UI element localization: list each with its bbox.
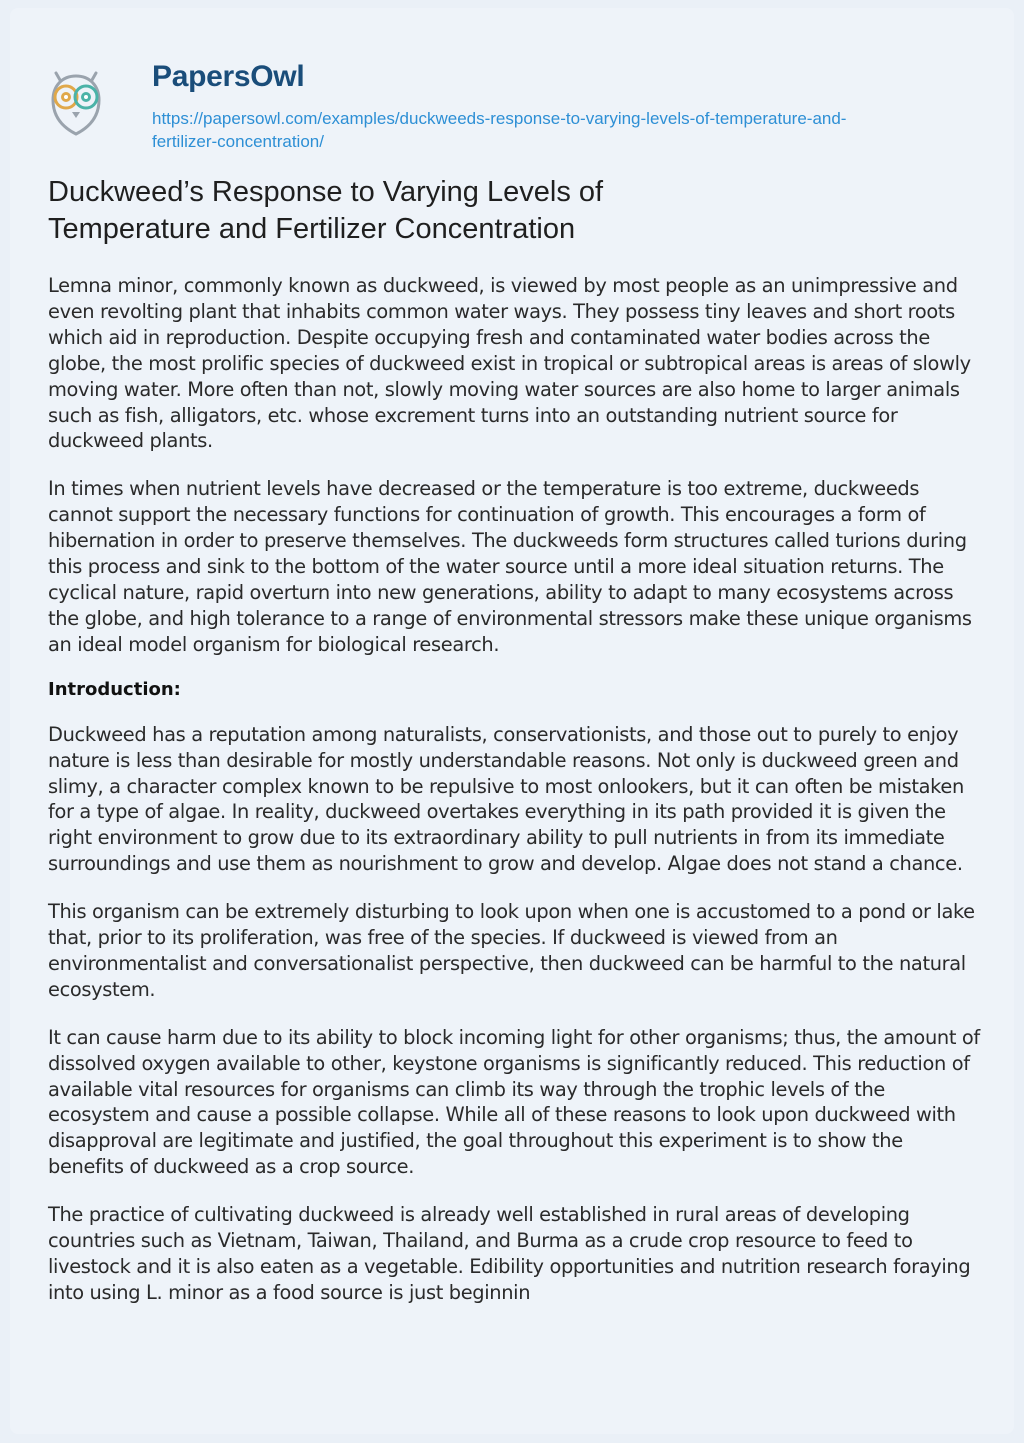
article-body xyxy=(48,273,983,1328)
paragraph: This organism can be extremely disturbing to look upon when one is accustomed to a pond or lake that, prior to its proliferation, was free of the species. If duckweed is viewed from an environmentalist and conversationalist perspective, then duckweed can be harmful to the natural ecosystem. xyxy=(48,900,975,1001)
owl-logo-icon xyxy=(50,70,102,136)
paragraph: The practice of cultivating duckweed is already well established in rural areas of developing countries such as Vietnam, Taiwan, Thailand, and Burma as a crude crop resource to feed to livestock and it is also eaten as a vegetable. Edibility opportunities and nutrition research foraying into using L. minor as a food source is just beginnin xyxy=(48,1203,971,1304)
paragraph: Duckweed has a reputation among naturalists, conservationists, and those out to purely to enjoy nature is less than desirable for mostly understandable reasons. Not only is duckweed green and slimy, a character complex known to be repulsive to most onlookers, but it can often be mistaken for a type of algae. In reality, duckweed overtakes everything in its path provided it is given the right environment to grow due to its extraordinary ability to pull nutrients in from its immediate surroundings and use them as nourishment to grow and develop. Algae does not stand a chance. xyxy=(48,722,964,876)
logo[interactable] xyxy=(50,70,102,136)
title-line-2: Temperature and Fertilizer Concentration xyxy=(48,213,576,245)
page-title xyxy=(48,174,748,248)
section-heading: Introduction: xyxy=(48,678,181,700)
source-url-link[interactable] xyxy=(152,107,952,153)
paragraph: It can cause harm due to its ability to block incoming light for other organisms; thus, the amount of dissolved oxygen available to other, keystone organisms is significantly reduced. This reduction of available vital resources for organisms can climb its way through the trophic levels of the ecosystem and cause a possible collapse. While all of these reasons to look upon duckweed with disapproval are legitimate and justified, the goal throughout this experiment is to show the benefits of duckweed as a crop source. xyxy=(48,1025,980,1179)
url-line-2: fertilizer-concentration/ xyxy=(152,132,324,151)
url-line-1: https://papersowl.com/examples/duckweeds-response-to-varying-levels-of-temperature-and- xyxy=(152,109,847,128)
title-line-1: Duckweed’s Response to Varying Levels of xyxy=(48,176,604,208)
paragraph: In times when nutrient levels have decreased or the temperature is too extreme, duckweeds cannot support the necessary functions for continuation of growth. This encourages a form of hibernation in order to preserve themselves. The duckweeds form structures called turions during this process and sink to the bottom of the water source until a more ideal situation returns. The cyclical nature, rapid overturn into new generations, ability to adapt to many ecosystems across the globe, and high tolerance to a range of environmental stressors make these unique organisms an ideal model organism for biological research. xyxy=(48,477,972,656)
paragraph: Lemna minor, commonly known as duckweed, is viewed by most people as an unimpressive and even revolting plant that inhabits common water ways. They possess tiny leaves and short roots which aid in reproduction. Despite occupying fresh and contaminated water bodies across the globe, the most prolific species of duckweed exist in tropical or subtropical areas is areas of slowly moving water. More often than not, slowly moving water sources are also home to larger animals such as fish, alligators, etc. whose excrement turns into an outstanding nutrient source for duckweed plants. xyxy=(48,274,971,453)
brand-name[interactable]: PapersOwl xyxy=(152,60,305,93)
